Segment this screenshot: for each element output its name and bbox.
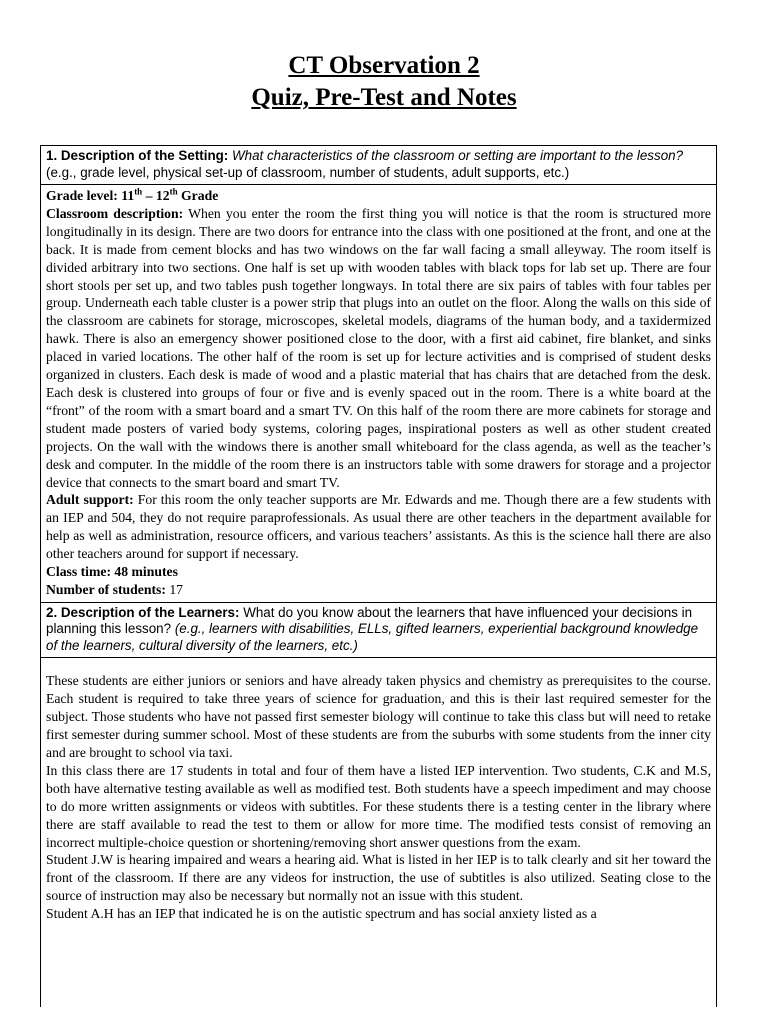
setting-question-label: 1. Description of the Setting:: [46, 148, 229, 163]
setting-question-example: (e.g., grade level, physical set-up of classroom, number of students, adult supports, etc.): [46, 164, 570, 180]
grade-level: Grade level: 11th – 12th Grade: [46, 186, 219, 203]
classroom-description-text: When you enter the room the first thing you will notice is that the room is structured more longitudinally in its design. There are two doors for entrance into the class with one positioned at the front, and one at the back. It is made from cement blocks and has two windows on the far wall facing a small alleyway. The room itself is divided arbitrary into two sections. One half is set up with wooden tables with black tops for lab set up. There are four short stools per set up, and two tables push together longways. In total there are six pairs of tables with four tables per group. Underneath each table cluster is a power strip that plugs into an outlet on the floor. Along the walls on this side of the classroom are cabinets for storage, microscopes, skeletal models, diagrams of the human body, and a taxidermized hawk. There is also an emergency shower positioned close to the door, with a first aid cabinet, fire blanket, and sinks placed in varied locations. The other half of the room is set up for lecture activities and is comprised of student desks organized in clusters. Each desk is made of wood and a plastic material that has chairs that are detached from the desk. Each desk is clustered into groups of four or five and is evenly spaced out in the room. There is a white board at the “front” of the room with a smart board and a smart TV. On this half of the room there are more cabinets for storage and student made posters of varied body systems, coloring pages, inspirational posters as well as other student created projects. On the wall with the windows there is another small whiteboard for the class agenda, as well as the teacher’s desk and computer. In the middle of the room there is an instructors table with some drawers for storage and a projector device that connects to the smart board and smart TV.: [46, 205, 711, 490]
number-of-students: Number of students: 17: [46, 581, 184, 597]
document-title: CT Observation 2: [288, 52, 480, 79]
learners-answer-row: [41, 658, 716, 926]
learners-paragraph: Student A.H has an IEP that indicated he is on the autistic spectrum and has social anxiety listed as a: [46, 906, 597, 922]
learners-paragraph: In this class there are 17 students in total and four of them have a listed IEP intervention. Two students, C.K and M.S, both have alternative testing available as well as modified test. Both students have a speech impediment and may choose to do more written assignments or videos with subtitles. For these students there is a testing center in the library where there are staff available to read the test to them or allow for more time. The modified tests consist of removing an incorrect multiple-choice question or shortening/removing short answer questions from the exam.: [46, 762, 711, 850]
adult-support-label: Adult support:: [46, 492, 134, 508]
learners-paragraph: Student J.W is hearing impaired and wears a hearing aid. What is listed in her IEP is to talk clearly and sit her toward the front of the classroom. If there are any videos for instruction, the use of subtitles is also utilized. Seating close to the source of instruction may also be necessary but normally not an issue with this student.: [46, 852, 711, 904]
learners-question-prompt: What do you know about the learners that have influenced your decisions in planning this lesson?: [46, 604, 693, 637]
setting-question-prompt: What characteristics of the classroom or setting are important to the lesson?: [232, 148, 684, 163]
classroom-description-label: Classroom description:: [46, 205, 184, 221]
classroom-description: [46, 205, 711, 492]
adult-support: [46, 491, 711, 563]
number-of-students-value: 17: [169, 581, 184, 597]
learners-question-example: (e.g., learners with disabilities, ELLs, gifted learners, experiential background knowledge of the learners, cultural diversity of the learners, etc.): [46, 621, 699, 653]
learners-question-label: 2. Description of the Learners:: [46, 604, 240, 620]
observation-table: [40, 145, 717, 1007]
learners-question-row: [41, 603, 716, 659]
setting-question-row: [41, 146, 716, 185]
adult-support-text: For this room the only teacher supports are Mr. Edwards and me. Though there are a few students with an IEP and 504, they do not require paraprofessionals. As usual there are other teachers in the department available for help as well as administration, resource officers, and various teachers’ assistants. As this is the science hall there are also other teachers around for support if necessary.: [46, 492, 711, 562]
setting-answer-row: [41, 185, 716, 603]
learners-paragraph: These students are either juniors or seniors and have already taken physics and chemistry as prerequisites to the course. Each student is required to take three years of science for graduation, and this is their last required semester for the subject. Those students who have not passed first semester biology will continue to take this class but will need to retake first semester during summer school. Most of these students are from the suburbs with some students from the inner city and are brought to school via taxi.: [46, 673, 711, 760]
class-time: Class time: 48 minutes: [46, 564, 178, 580]
document-subtitle: Quiz, Pre-Test and Notes: [251, 84, 517, 111]
